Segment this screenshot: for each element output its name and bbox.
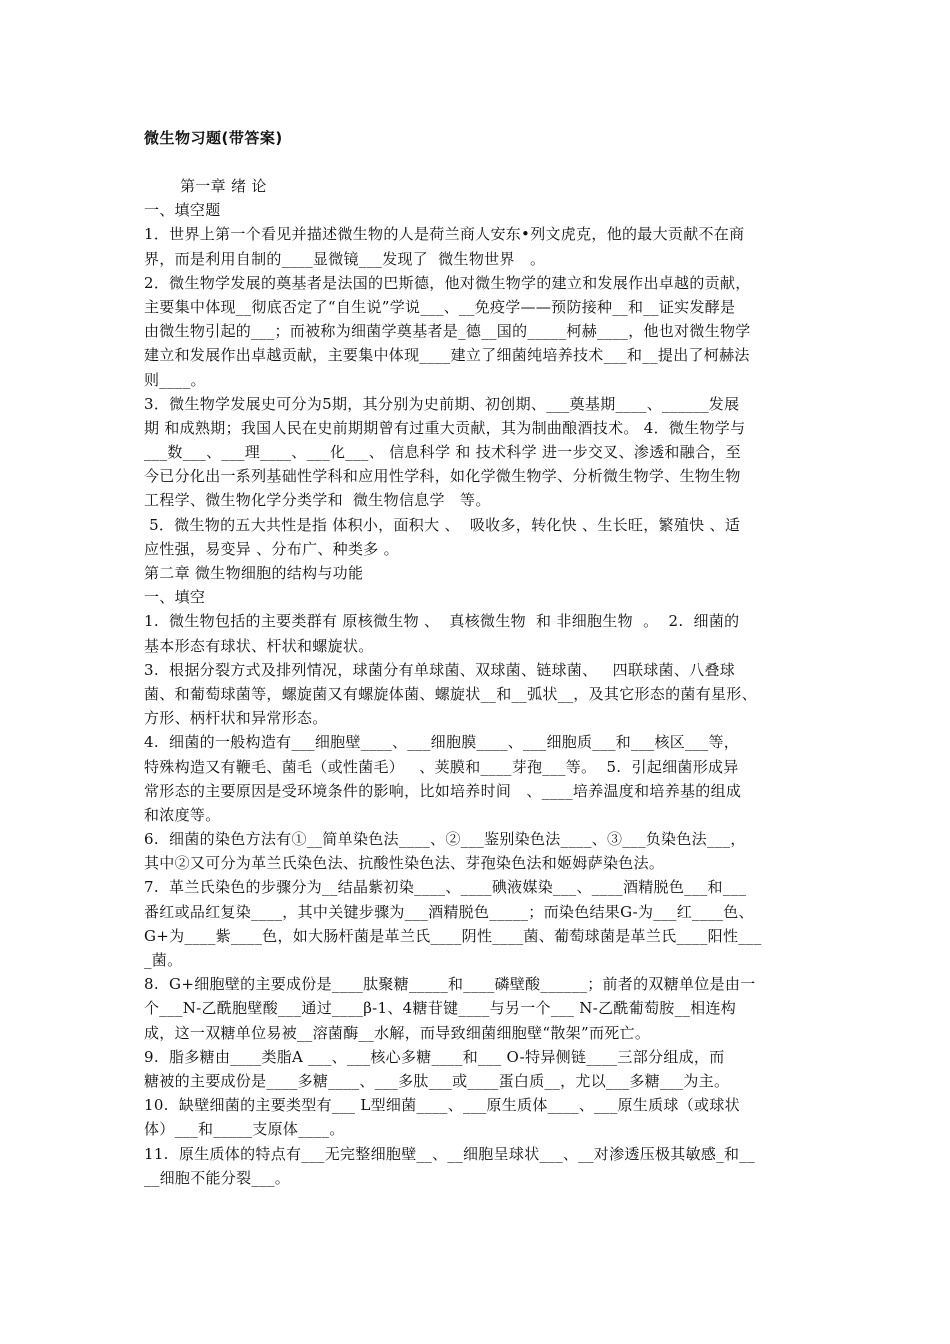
text-line: 番红或品红复染____，其中关键步骤为___酒精脱色_____；而染色结果G-为___红____色、: [144, 902, 754, 921]
text-line: 成，这一双糖单位易被__溶菌酶__水解，而导致细菌细胞壁“散架”而死亡。: [144, 1023, 651, 1042]
text-line: 11. 原生质体的特点有___无完整细胞壁__、__细胞呈球状___、__对渗透压极其敏感_和__: [144, 1144, 755, 1163]
text-line: 10. 缺壁细菌的主要类型有___ L型细菌____、___原生质体____、___原生质球（或球状: [144, 1096, 740, 1115]
text-line: 6. 细菌的染色方法有①__简单染色法____、②___鉴别染色法____、③___负染色法___，: [144, 830, 746, 849]
text-line: 糖被的主要成份是____多糖____、___多肽___或____蛋白质__，尤以___多糖___为主。: [144, 1071, 730, 1090]
text-line: 和浓度等。: [144, 805, 221, 824]
text-line: 2．微生物学发展的奠基者是法国的巴斯德，他对微生物学的建立和发展作出卓越的贡献，: [144, 273, 751, 292]
text-line: 3. 根据分裂方式及排列情况，球菌分有单球菌、双球菌、链球菌、 四联球菌、八叠球: [144, 660, 736, 679]
text-line: 常形态的主要原因是受环境条件的影响，比如培养时间 、____培养温度和培养基的组成: [144, 781, 742, 800]
text-line: G+为____紫____色，如大肠杆菌是革兰氏____阴性____菌、葡萄球菌是革兰氏____阳性___: [144, 926, 762, 945]
text-line: 个___N-乙酰胞壁酸___通过____β-1、4糖苷键____与另一个___ N-乙酰葡萄胺__相连构: [144, 999, 737, 1018]
text-line: 今已分化出一系列基础性学科和应用性学科，如化学微生物学、分析微生物学、生物生物: [144, 467, 741, 486]
document-title: 微生物习题(带答案): [144, 129, 283, 147]
text-line: 8. G+细胞壁的主要成份是____肽聚糖_____和____磷壁酸______；前者的双糖单位是由一: [144, 975, 756, 994]
text-line: 体）___和_____支原体____。: [144, 1120, 345, 1139]
text-line: 1．世界上第一个看见并描述微生物的人是荷兰商人安东•列文虎克，他的最大贡献不在商: [144, 225, 745, 244]
text-line: 一、填空题: [144, 201, 221, 220]
text-line: 基本形态有球状、杆状和螺旋状。: [144, 636, 374, 655]
text-line: _菌。: [144, 951, 183, 969]
text-line: 4. 细菌的一般构造有___细胞壁____、___细胞膜____、___细胞质___和___核区___等，: [144, 733, 740, 752]
text-line: 则____。: [144, 370, 206, 389]
text-line: ___数___、___理____、___化___、 信息科学 和 技术科学 进一步交叉、渗透和融合，至: [144, 443, 741, 462]
text-line: 由微生物引起的___；而被称为细菌学奠基者是_德__国的_____柯赫____，他也对微生物学: [144, 322, 751, 341]
text-line: 主要集中体现__彻底否定了“自生说”学说___、__免疫学——预防接种__和__证实发酵是: [144, 297, 736, 316]
text-line: 第二章 微生物细胞的结构与功能: [144, 564, 364, 582]
text-line: 第一章 绪 论: [180, 177, 267, 195]
text-line: __细胞不能分裂___。: [144, 1168, 291, 1187]
text-line: 3．微生物学发展史可分为5期，其分别为史前期、初创期、___奠基期____、______发展: [144, 394, 740, 413]
text-line: 一、填空: [144, 588, 206, 607]
text-line: 界，而是利用自制的____显微镜___发现了 微生物世界 。: [144, 249, 546, 268]
text-line: 其中②又可分为革兰氏染色法、抗酸性染色法、芽孢染色法和姬姆萨染色法。: [144, 854, 665, 873]
text-line: 1. 微生物包括的主要类群有 原核微生物 、 真核微生物 和 非细胞生物 。 2. 细菌的: [144, 612, 740, 631]
text-line: 5．微生物的五大共性是指 体积小，面积大 、 吸收多，转化快 、生长旺，繁殖快 、适: [144, 515, 741, 534]
text-line: 建立和发展作出卓越贡献，主要集中体现____建立了细菌纯培养技术___和__提出了柯赫法: [144, 346, 750, 365]
text-line: 特殊构造又有鞭毛、菌毛（或性菌毛） 、荚膜和____芽孢___等。 5. 引起细菌形成异: [144, 757, 739, 776]
text-line: 工程学、微生物化学分类学和 微生物信息学 等。: [144, 491, 491, 510]
text-line: 9. 脂多糖由____类脂A ___、___核心多糖____和___ O-特异侧链____三部分组成，而: [144, 1047, 725, 1066]
text-line: 7. 革兰氏染色的步骤分为__结晶紫初染____、____碘液媒染___、____酒精脱色___和___: [144, 878, 747, 897]
text-line: 期 和成熟期；我国人民在史前期期曾有过重大贡献，其为制曲酿酒技术。 4．微生物学与: [144, 418, 746, 437]
text-line: 菌、和葡萄球菌等，螺旋菌又有螺旋体菌、螺旋状__和__弧状__，及其它形态的菌有星形、: [144, 684, 757, 703]
text-line: 方形、柄杆状和异常形态。: [144, 709, 328, 728]
document-body: [144, 174, 812, 1190]
text-line: 应性强，易变异 、分布广、种类多 。: [144, 539, 399, 558]
